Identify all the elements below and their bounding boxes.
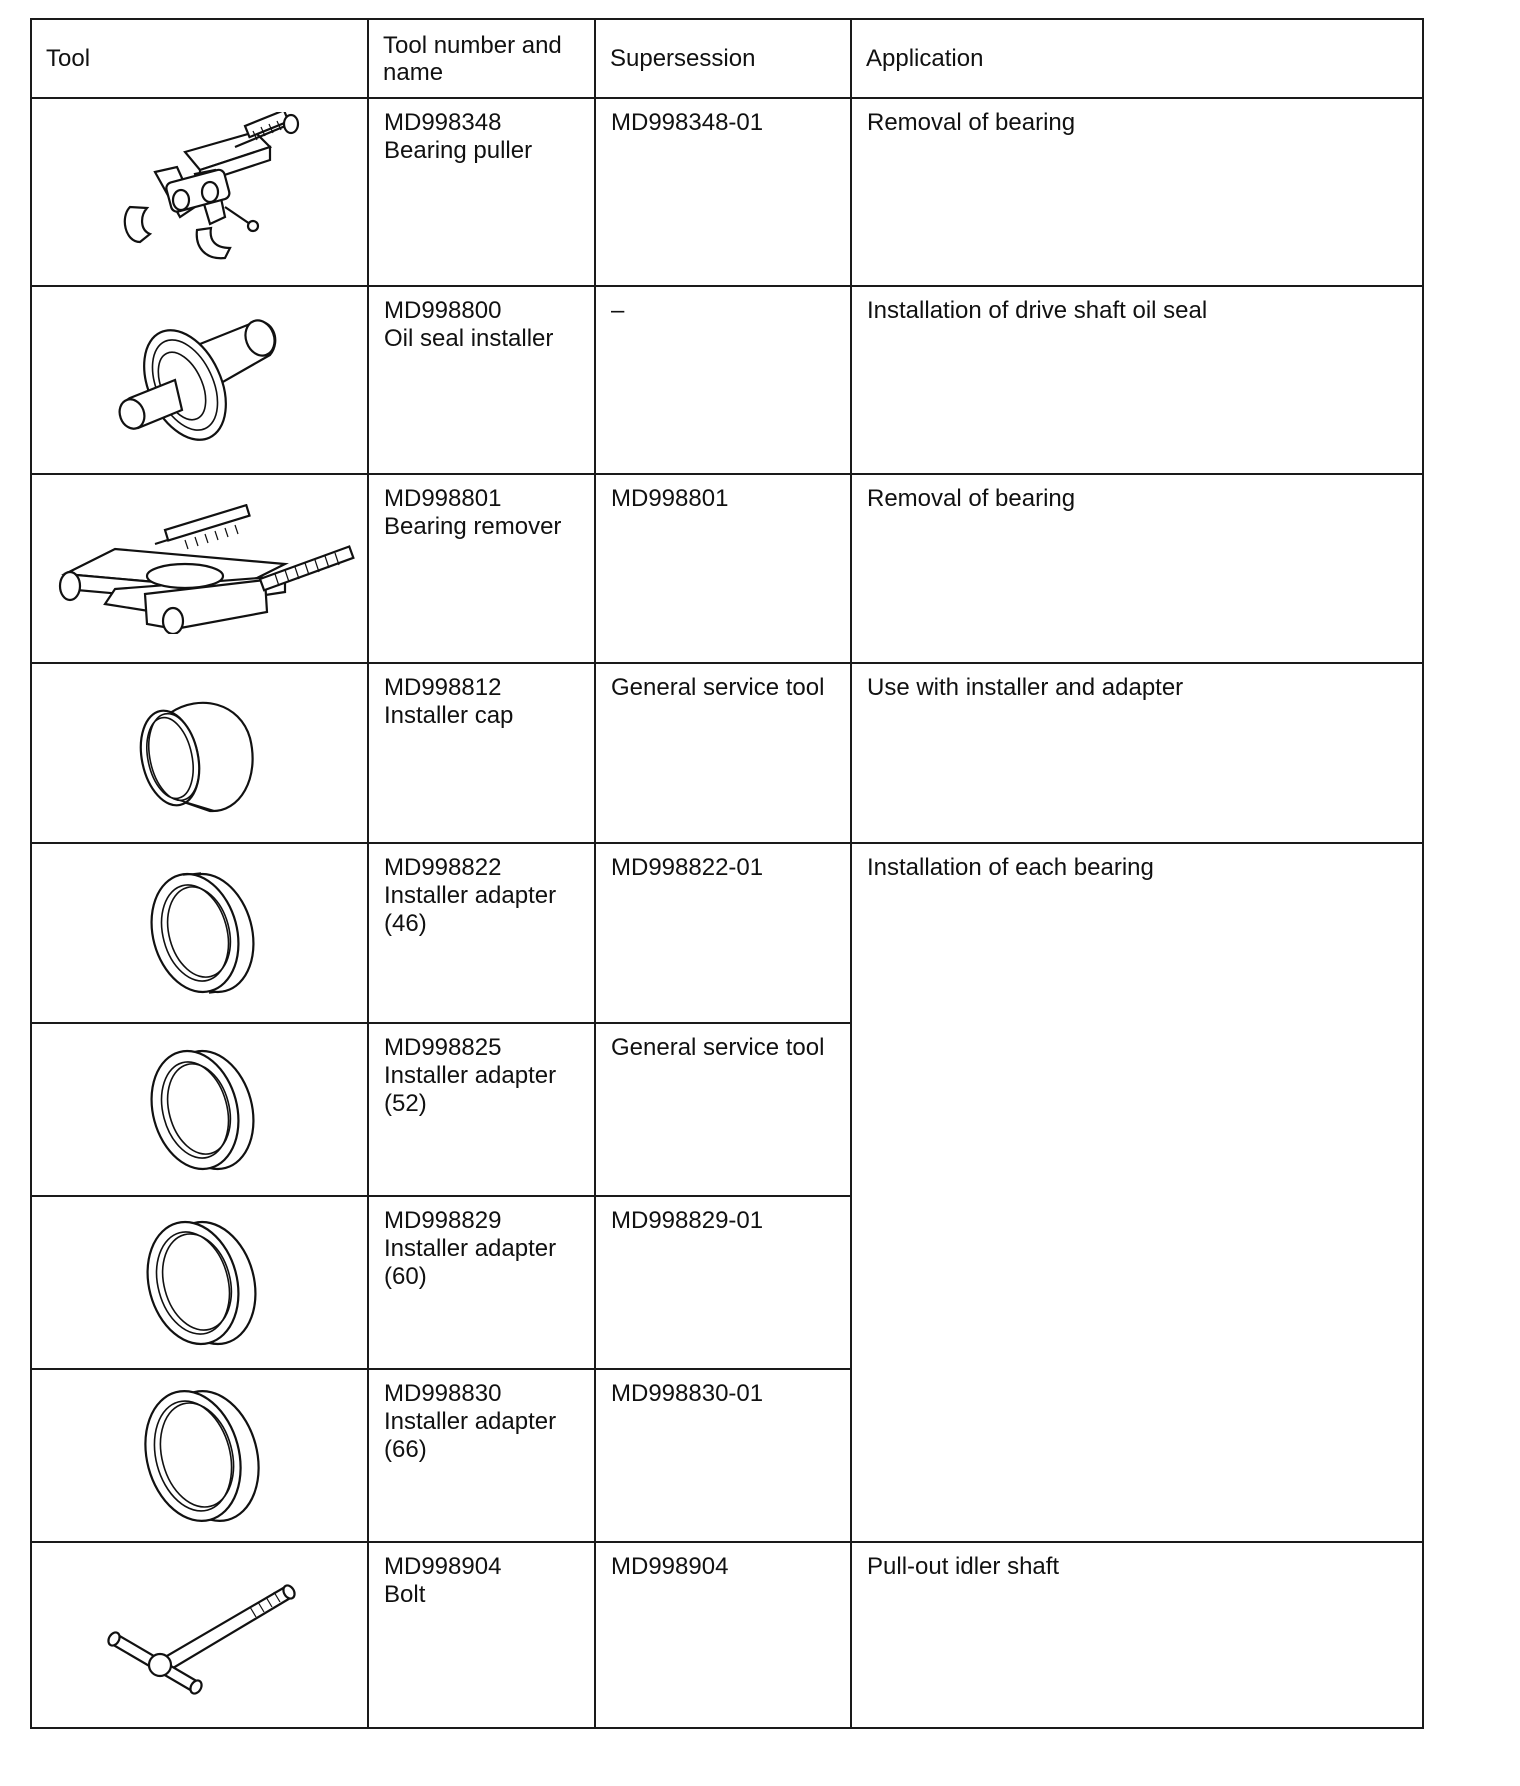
application-cell xyxy=(851,843,1423,1542)
supersession-cell xyxy=(595,474,851,663)
header-tool: Tool xyxy=(31,19,368,98)
table-row xyxy=(31,474,1423,663)
application-cell xyxy=(851,1542,1423,1728)
header-supersession: Supersession xyxy=(595,19,851,98)
tool-number: MD998822 xyxy=(384,854,502,881)
supersession-cell xyxy=(595,286,851,474)
installer-adapter-icon xyxy=(135,863,265,1003)
table-row xyxy=(31,663,1423,843)
tool-name: Installer adapter (46) xyxy=(384,882,557,937)
tool-number-name-cell xyxy=(368,1542,595,1728)
supersession-cell xyxy=(595,98,851,286)
bolt-icon xyxy=(90,1565,310,1705)
supersession-text: MD998829-01 xyxy=(611,1207,764,1234)
supersession-cell xyxy=(595,1542,851,1728)
application-cell xyxy=(851,286,1423,474)
table-row xyxy=(31,286,1423,474)
tool-number-name-cell xyxy=(368,843,595,1023)
supersession-text: – xyxy=(611,297,625,324)
table-header-row xyxy=(31,19,1423,98)
tool-image-cell xyxy=(31,1023,368,1196)
table-row xyxy=(31,98,1423,286)
tool-name: Bearing remover xyxy=(384,513,562,540)
tool-number: MD998904 xyxy=(384,1553,502,1580)
installer-adapter-icon xyxy=(135,1381,265,1531)
application-text: Installation of each bearing xyxy=(867,854,1154,881)
header-tool-number-name: Tool number and name xyxy=(368,19,595,98)
tool-image-cell xyxy=(31,1542,368,1728)
supersession-text: General service tool xyxy=(611,674,825,701)
tool-number: MD998830 xyxy=(384,1380,502,1407)
tool-number-name-cell xyxy=(368,1369,595,1542)
installer-cap-icon xyxy=(130,683,270,823)
tool-number-name-cell xyxy=(368,286,595,474)
supersession-text: MD998801 xyxy=(611,485,729,512)
tool-number: MD998829 xyxy=(384,1207,502,1234)
tool-name: Installer adapter (66) xyxy=(384,1408,557,1463)
installer-adapter-icon xyxy=(135,1213,265,1353)
supersession-cell xyxy=(595,843,851,1023)
supersession-text: General service tool xyxy=(611,1034,825,1061)
tool-image-cell xyxy=(31,843,368,1023)
tool-number-name-cell xyxy=(368,474,595,663)
tool-number: MD998800 xyxy=(384,297,502,324)
header-application: Application xyxy=(851,19,1423,98)
tool-number-name-cell xyxy=(368,98,595,286)
special-tools-table xyxy=(30,18,1424,1729)
tool-name: Bearing puller xyxy=(384,137,533,164)
tool-number: MD998825 xyxy=(384,1034,502,1061)
bearing-puller-icon xyxy=(85,112,315,272)
table-row xyxy=(31,1542,1423,1728)
supersession-cell xyxy=(595,663,851,843)
application-text: Installation of drive shaft oil seal xyxy=(867,297,1208,324)
tool-number: MD998812 xyxy=(384,674,502,701)
tool-number-name-cell xyxy=(368,663,595,843)
tool-image-cell xyxy=(31,98,368,286)
tool-image-cell xyxy=(31,1196,368,1369)
tool-image-cell xyxy=(31,663,368,843)
application-cell xyxy=(851,663,1423,843)
supersession-text: MD998348-01 xyxy=(611,109,764,136)
supersession-cell xyxy=(595,1369,851,1542)
tool-number: MD998348 xyxy=(384,109,502,136)
application-text: Use with installer and adapter xyxy=(867,674,1184,701)
supersession-text: MD998822-01 xyxy=(611,854,764,881)
supersession-cell xyxy=(595,1023,851,1196)
application-text: Pull-out idler shaft xyxy=(867,1553,1060,1580)
supersession-text: MD998904 xyxy=(611,1553,729,1580)
tool-image-cell xyxy=(31,286,368,474)
tool-name: Oil seal installer xyxy=(384,325,554,352)
tool-name: Installer adapter (60) xyxy=(384,1235,557,1290)
application-cell xyxy=(851,98,1423,286)
oil-seal-installer-icon xyxy=(90,300,310,460)
tool-name: Installer adapter (52) xyxy=(384,1062,557,1117)
tool-name: Bolt xyxy=(384,1581,426,1608)
tool-number: MD998801 xyxy=(384,485,502,512)
application-cell xyxy=(851,474,1423,663)
tool-image-cell xyxy=(31,1369,368,1542)
application-text: Removal of bearing xyxy=(867,485,1076,512)
tool-number-name-cell xyxy=(368,1196,595,1369)
tool-number-name-cell xyxy=(368,1023,595,1196)
supersession-cell xyxy=(595,1196,851,1369)
table-row xyxy=(31,843,1423,1023)
installer-adapter-icon xyxy=(135,1040,265,1180)
tool-image-cell xyxy=(31,474,368,663)
application-text: Removal of bearing xyxy=(867,109,1076,136)
bearing-remover-icon xyxy=(35,504,365,634)
supersession-text: MD998830-01 xyxy=(611,1380,764,1407)
tool-name: Installer cap xyxy=(384,702,514,729)
